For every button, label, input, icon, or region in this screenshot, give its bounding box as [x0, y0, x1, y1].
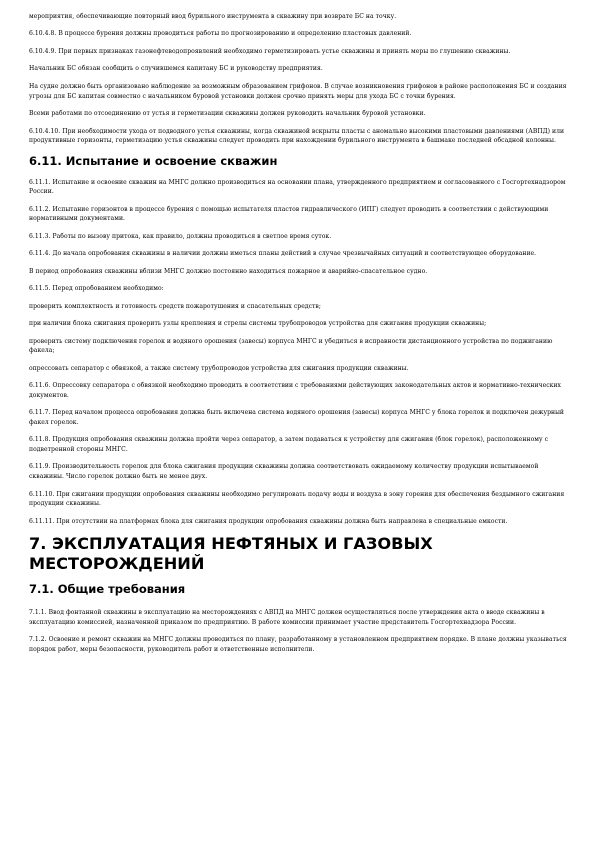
page-content: [29, 12, 573, 662]
paragraph: 6.11.9. Производительность горелок для блока сжигания продукции скважины должна соответствовать ожидаемому количеству продукции испытываемой скважины. Число горелок должно быть не менее двух.: [29, 463, 539, 481]
paragraph: 6.10.4.8. В процессе бурения должны проводиться работы по прогнозированию и определению пластовых давлений.: [29, 30, 412, 38]
list-item: проверить комплектность и готовность средств пожаротушения и спасательных средств;: [29, 302, 321, 310]
paragraph: 6.10.4.9. При первых признаках газонефтеводопроявлений необходимо герметизировать устье скважины и принять меры по глушению скважины.: [29, 47, 511, 55]
paragraph: 6.11.5. Перед опробованием необходимо:: [29, 285, 164, 293]
paragraph: 6.11.3. Работы по вызову притока, как правило, должны проводиться в светлое время суток.: [29, 232, 332, 240]
list-item: при наличии блока сжигания проверить узлы крепления и стрелы системы трубопроводов устройства для сжигания продукции скважины;: [29, 320, 487, 328]
list-item: опрессовать сепаратор с обвязкой, а также систему трубопроводов устройства для сжигания продукции скважины.: [29, 364, 409, 372]
paragraph: 6.11.4. До начала опробования скважины в наличии должны иметься планы действий в случае чрезвычайных ситуаций и соответствующее оборудование.: [29, 250, 537, 258]
paragraph: На судне должно быть организовано наблюдение за возможным образованием грифонов. В случае возникновения грифонов в районе расположения БС и создания угрозы для БС капитан совместно с начальником буровой установки должен срочно принять меры для ухода БС с точки бурения.: [29, 82, 567, 100]
paragraph: 6.11.1. Испытание и освоение скважин на МНГС должно производиться на основании плана, утвержденного предприятием и согласованного с Госгортехнадзором России.: [29, 178, 566, 196]
paragraph: 6.11.2. Испытание горизонтов в процессе бурения с помощью испытателя пластов гидравлического (ИПГ) следует проводить в соответствии с действующими нормативными документами.: [29, 205, 549, 223]
paragraph: 6.11.10. При сжигании продукции опробования скважины необходимо регулировать подачу воды и воздуха в зону горения для обеспечения бездымного сжигания продукции скважины.: [29, 490, 565, 508]
section-heading-6-11: 6.11. Испытание и освоение скважин: [29, 153, 278, 168]
paragraph: 7.1.1. Ввод фонтанной скважины в эксплуатацию на месторождениях с АВПД на МНГС должен осуществляться после утверждения акта о вводе скважины в эксплуатацию комиссией, назначенной приказом по предприятию. В работе комиссии принимает участие представитель Госгортехнадзора России.: [29, 609, 545, 626]
paragraph: 7.1.2. Освоение и ремонт скважин на МНГС должны проводиться по плану, разработанному в установленном предприятием порядке. В плане должны указываться порядок работ, меры безопасности, руководитель работ и ответственные исполнители.: [29, 636, 567, 653]
paragraph: 6.11.6. Опрессовку сепаратора с обвязкой необходимо проводить в соответствии с требованиями действующих законодательных актов и нормативно-технических документов.: [29, 382, 562, 399]
paragraph: 6.10.4.10. При необходимости ухода от подводного устья скважины, когда скважиной вскрыты пласты с аномально высокими пластовыми давлениями (АВПД) или продуктивные горизонты, герметизацию устья скважины следует проводить при нахождении бурильного инструмента в башмаке последней обсадной колонны.: [29, 127, 565, 145]
paragraph: 6.11.11. При отсутствии на платформах блока для сжигания продукции опробования скважины должна быть направлена в специальные емкости.: [29, 517, 508, 525]
paragraph: Всеми работами по отсоединению от устья и герметизации скважины должен руководить начальник буровой установки.: [29, 110, 426, 118]
paragraph: Начальник БС обязан сообщить о случившемся капитану БС и руководству предприятия.: [29, 65, 323, 73]
list-item: проверить систему подключения горелок и водяного орошения (завесы) корпуса МНГС и убедиться в исправности дистанционного устройства по поджиганию факела;: [29, 337, 553, 355]
section-heading-7-1: 7.1. Общие требования: [29, 582, 186, 597]
paragraph: мероприятия, обеспечивающие повторный ввод бурильного инструмента в скважину при возврате БС на точку.: [29, 13, 397, 20]
chapter-heading-7: 7. ЭКСПЛУАТАЦИЯ НЕФТЯНЫХ И ГАЗОВЫХ МЕСТОРОЖДЕНИЙ: [29, 534, 433, 573]
paragraph: 6.11.7. Перед началом процесса опробования должна быть включена система водяного орошения (завесы) корпуса МНГС у блока горелок и подключен дежурный факел горелок.: [29, 409, 565, 426]
paragraph: 6.11.8. Продукция опробования скважины должна пройти через сепаратор, а затем подаваться к устройству для сжигания (блок горелок), расположенному с подветренной стороны МНГС.: [29, 436, 549, 453]
paragraph: В период опробования скважины вблизи МНГС должно постоянно находиться пожарное и аварийно-спасательное судно.: [29, 267, 428, 275]
